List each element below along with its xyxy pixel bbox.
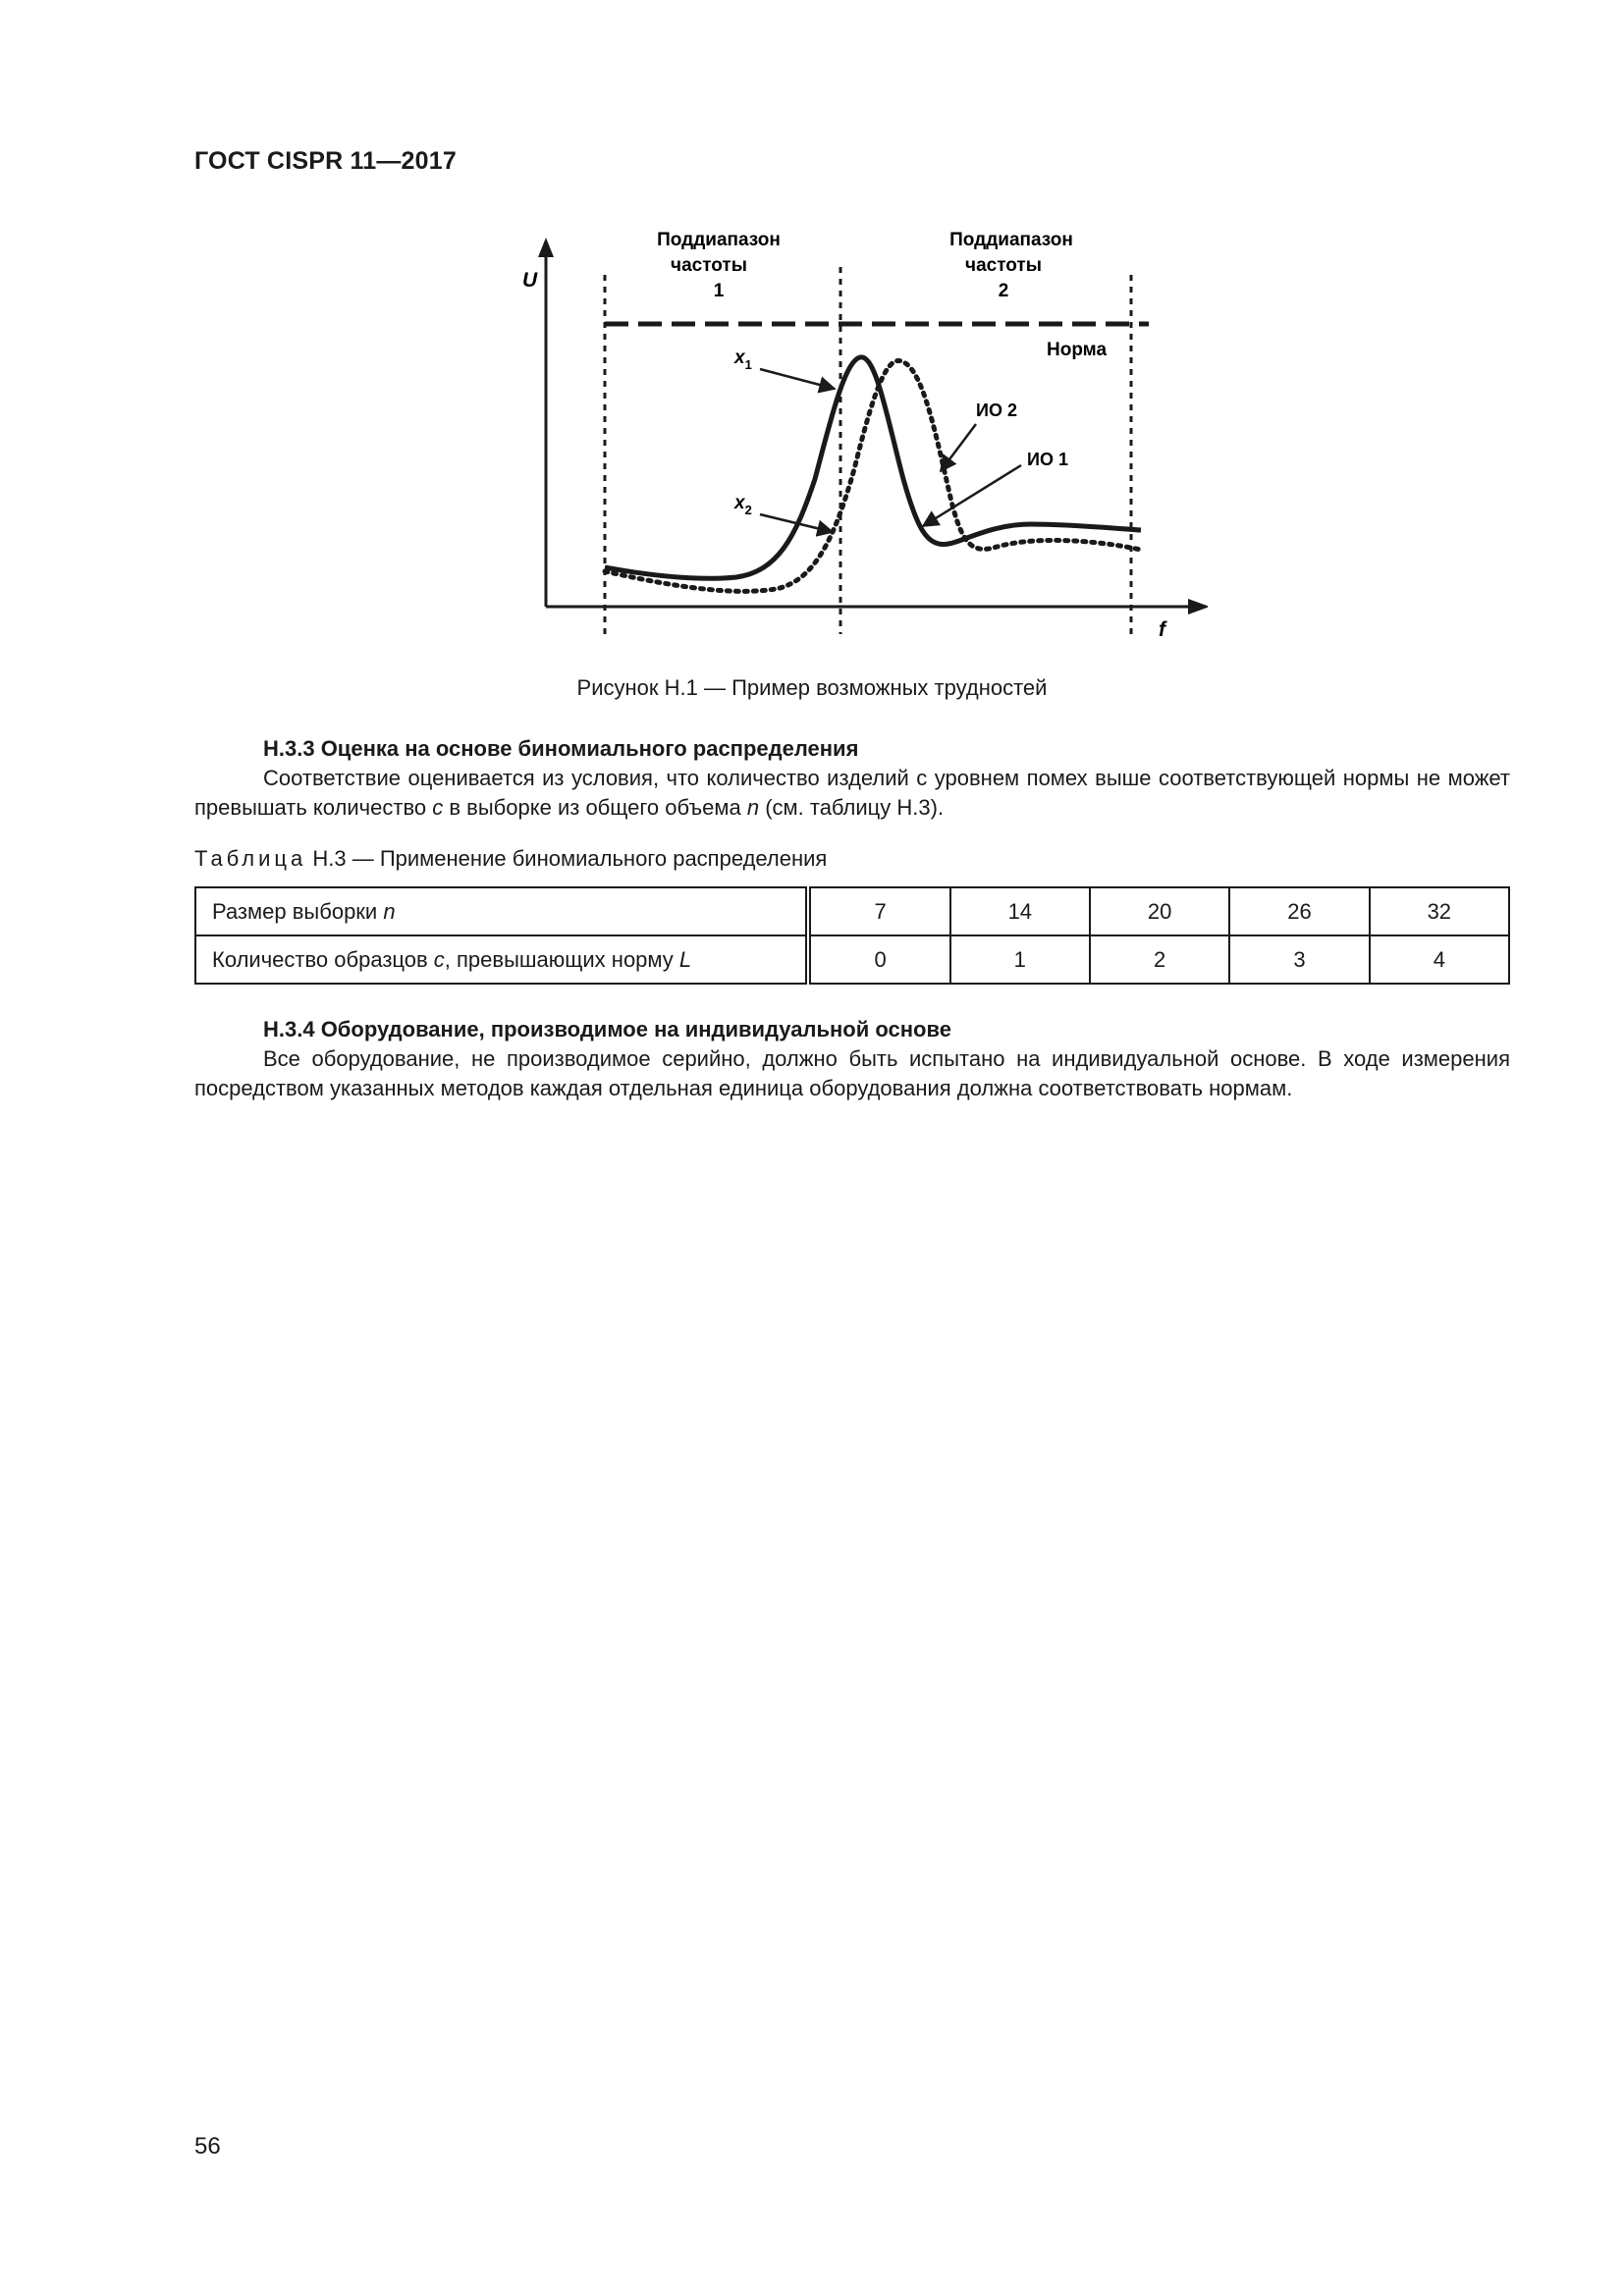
subrange2-label-line3: 2 — [998, 281, 1009, 301]
eut1-label: ИО 1 — [1027, 450, 1068, 469]
eut2-label: ИО 2 — [976, 400, 1017, 420]
x1-label: $x_1$ — [734, 347, 752, 372]
table-cell: 1 — [950, 935, 1090, 984]
subrange1-label-line2: частоты — [671, 255, 747, 276]
table-cell: 7 — [808, 887, 949, 935]
figure-caption: Рисунок Н.1 — Пример возможных трудностей — [576, 675, 1048, 700]
table-cell: 32 — [1370, 887, 1509, 935]
section-h34-title: Н.3.4 Оборудование, производимое на индивидуальной основе — [263, 1017, 951, 1041]
table-caption: Таблица Н.3 — Применение биномиального распределения — [194, 846, 828, 871]
table-row-label: Размер выборки n — [195, 887, 808, 935]
y-axis-arrowhead — [538, 238, 554, 257]
table-h3 — [194, 886, 1510, 985]
subrange2-label-line2: частоты — [965, 255, 1042, 276]
table-cell: 4 — [1370, 935, 1509, 984]
section-h34 — [194, 1015, 1510, 1103]
table-row — [195, 935, 1509, 984]
x2-label: $x_2$ — [734, 493, 752, 517]
table-cell: 0 — [808, 935, 949, 984]
table-row-label: Количество образцов c, превышающих норму L — [195, 935, 808, 984]
table-cell: 14 — [950, 887, 1090, 935]
eut2-arrow — [941, 424, 976, 471]
figure-h1 — [501, 224, 1208, 656]
y-axis-label: U — [522, 269, 538, 292]
limit-label: Норма — [1047, 340, 1108, 360]
x1-arrow — [760, 369, 835, 389]
table-row — [195, 887, 1509, 935]
eut1-arrow — [923, 465, 1021, 526]
page-number: 56 — [194, 2133, 221, 2160]
table-cell: 2 — [1090, 935, 1229, 984]
table-cell: 20 — [1090, 887, 1229, 935]
section-h33-text: Соответствие оценивается из условия, что количество изделий с уровнем помех выше соответствующей нормы не может превышать количество c в выборке из общего объема n (см. таблицу Н.3). — [194, 766, 1510, 820]
x-axis-label: f — [1159, 618, 1165, 641]
subrange2-label-line1: Поддиапазон — [949, 230, 1073, 250]
section-h33-title: Н.3.3 Оценка на основе биномиального распределения — [263, 736, 859, 761]
table-cell: 3 — [1229, 935, 1369, 984]
section-h34-text: Все оборудование, не производимое серийно, должно быть испытано на индивидуальной основе. В ходе измерения посредством указанных методов каждая отдельная единица оборудования должна соответствовать нормам. — [194, 1046, 1510, 1100]
subrange1-label-line3: 1 — [713, 281, 725, 301]
eut2-curve — [605, 360, 1141, 591]
section-h33 — [194, 734, 1510, 823]
subrange1-label-line1: Поддиапазон — [657, 230, 781, 250]
table-cell: 26 — [1229, 887, 1369, 935]
document-header: ГОСТ CISPR 11—2017 — [194, 147, 457, 175]
figure-diagram — [501, 224, 1208, 656]
x-axis-arrowhead — [1188, 599, 1208, 614]
